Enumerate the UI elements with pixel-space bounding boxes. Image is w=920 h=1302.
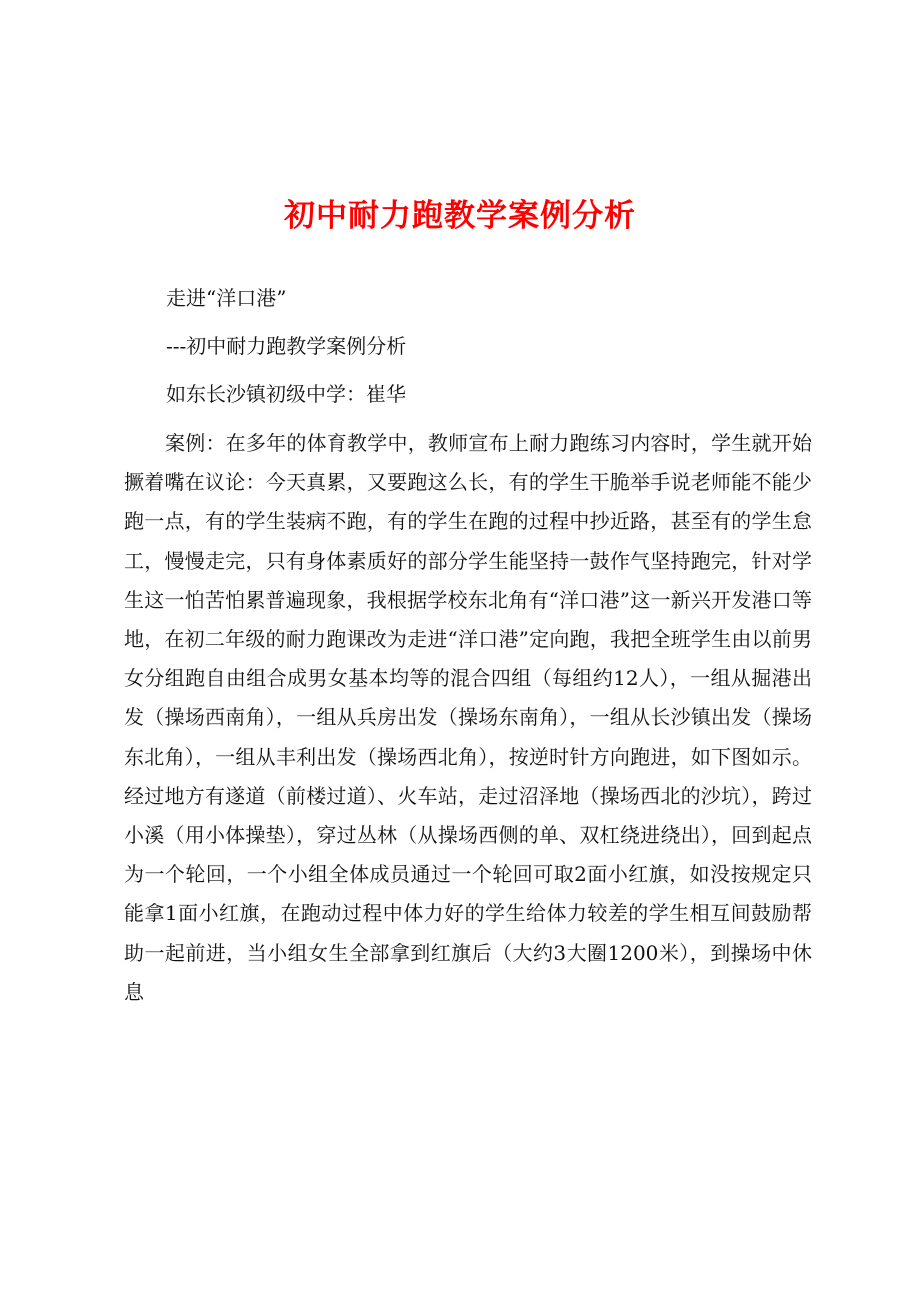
document-title: 初中耐力跑教学案例分析: [284, 198, 636, 234]
case-paragraph: 案例：在多年的体育教学中，教师宣布上耐力跑练习内容时，学生就开始撅着嘴在议论：今天真累，又要跑这么长，有的学生干脆举手说老师能不能少跑一点，有的学生装病不跑，有的学生在跑的过程中抄近路，甚至有的学生怠工，慢慢走完，只有身体素质好的部分学生能坚持一鼓作气坚持跑完，针对学生这一怕苦怕累普遍现象，我根据学校东北角有“洋口港”这一新兴开发港口等地，在初二年级的耐力跑课改为走进“洋口港”定向跑，我把全班学生由以前男女分组跑自由组合成男女基本均等的混合四组（每组约12人），一组从掘港出发（操场西南角），一组从兵房出发（操场东南角），一组从长沙镇出发（操场东北角），一组从丰利出发（操场西北角），按逆时针方向跑进，如下图如示。经过地方有遂道（前楼过道）、火车站，走过沼泽地（操场西北的沙坑），跨过小溪（用小体操垫），穿过丛林（从操场西侧的单、双杠绕进绕出），回到起点为一个轮回，一个小组全体成员通过一个轮回可取2面小红旗，如没按规定只能拿1面小红旗，在跑动过程中体力好的学生给体力较差的学生相互间鼓励帮助一起前进，当小组女生全部拿到红旗后（大约3大圈1200米），到操场中休息: [124, 431, 812, 1004]
author-line: 如东长沙镇初级中学：崔华: [166, 382, 406, 406]
heading-line: 走进“洋口港”: [166, 286, 287, 310]
subtitle-line: ---初中耐力跑教学案例分析: [166, 334, 407, 358]
